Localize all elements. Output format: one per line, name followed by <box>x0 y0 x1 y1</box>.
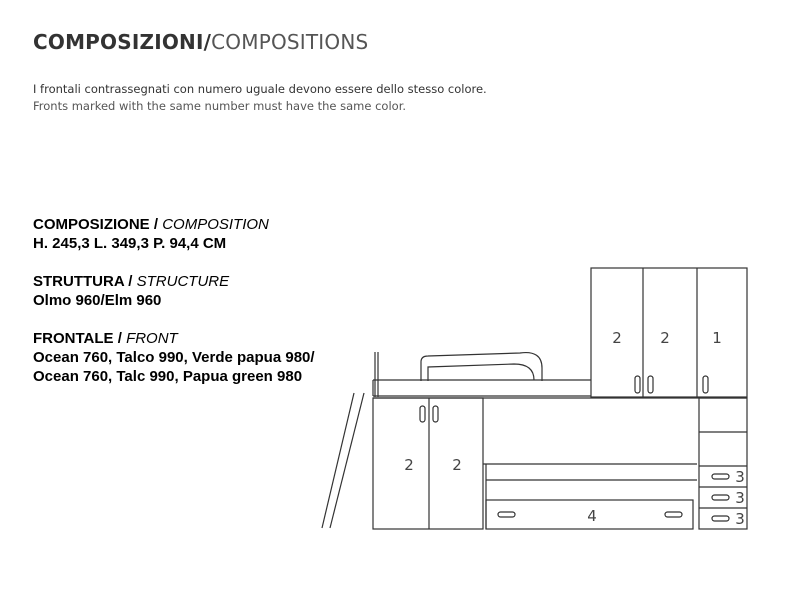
lower-door-number: 2 <box>452 456 462 474</box>
drawer-handle <box>712 495 729 500</box>
upper-door-number: 2 <box>660 329 670 347</box>
spec-structure-separator: / <box>124 273 137 290</box>
color-note <box>33 81 487 115</box>
furniture-drawing <box>318 262 758 542</box>
page-title-italian: COMPOSIZIONI/ <box>33 30 212 54</box>
door-handle <box>433 406 438 422</box>
spec-front-separator: / <box>113 330 127 347</box>
side-drawer-number: 3 <box>735 468 745 486</box>
spec-structure-value: Olmo 960/Elm 960 <box>33 292 162 309</box>
page-title-english: COMPOSITIONS <box>211 30 369 54</box>
bed-drawer-number: 4 <box>587 507 597 525</box>
spec-structure-label-en: STRUCTURE <box>136 273 230 290</box>
spec-composition-label: COMPOSIZIONE <box>33 216 150 233</box>
door-handle <box>648 376 653 393</box>
upper-door-number: 2 <box>612 329 622 347</box>
door-handle <box>635 376 640 393</box>
spec-front-label-en: FRONT <box>126 330 178 347</box>
color-note-italian: I frontali contrassegnati con numero uguale devono essere dello stesso colore. <box>33 82 487 96</box>
door-handle <box>703 376 708 393</box>
specifications <box>33 215 315 405</box>
upper-door-number: 1 <box>712 329 722 347</box>
spec-structure <box>33 272 315 310</box>
page-title <box>33 30 368 54</box>
ladder <box>322 352 378 528</box>
spec-composition-separator: / <box>149 216 163 233</box>
door-handle <box>420 406 425 422</box>
lower-door-number: 2 <box>404 456 414 474</box>
spec-composition-value: H. 245,3 L. 349,3 P. 94,4 CM <box>33 235 227 252</box>
loft-bed-platform <box>373 380 747 398</box>
drawer-handle <box>665 512 682 517</box>
side-drawer-number: 3 <box>735 489 745 507</box>
spec-front-label: FRONTALE <box>33 330 114 347</box>
color-note-english: Fronts marked with the same number must have the same color. <box>33 99 407 113</box>
drawer-handle <box>712 516 729 521</box>
drawer-handle <box>498 512 515 517</box>
bed-safety-rail <box>421 353 542 381</box>
spec-composition-label-en: COMPOSITION <box>162 216 269 233</box>
spec-front-value-english: Ocean 760, Talc 990, Papua green 980 <box>33 368 303 385</box>
spec-structure-label: STRUTTURA <box>33 273 125 290</box>
side-drawer-number: 3 <box>735 510 745 528</box>
spec-composition <box>33 215 315 253</box>
spec-front-value-italian: Ocean 760, Talco 990, Verde papua 980/ <box>33 349 315 366</box>
spec-front <box>33 329 315 386</box>
lower-cabinet <box>373 398 483 529</box>
drawer-handle <box>712 474 729 479</box>
